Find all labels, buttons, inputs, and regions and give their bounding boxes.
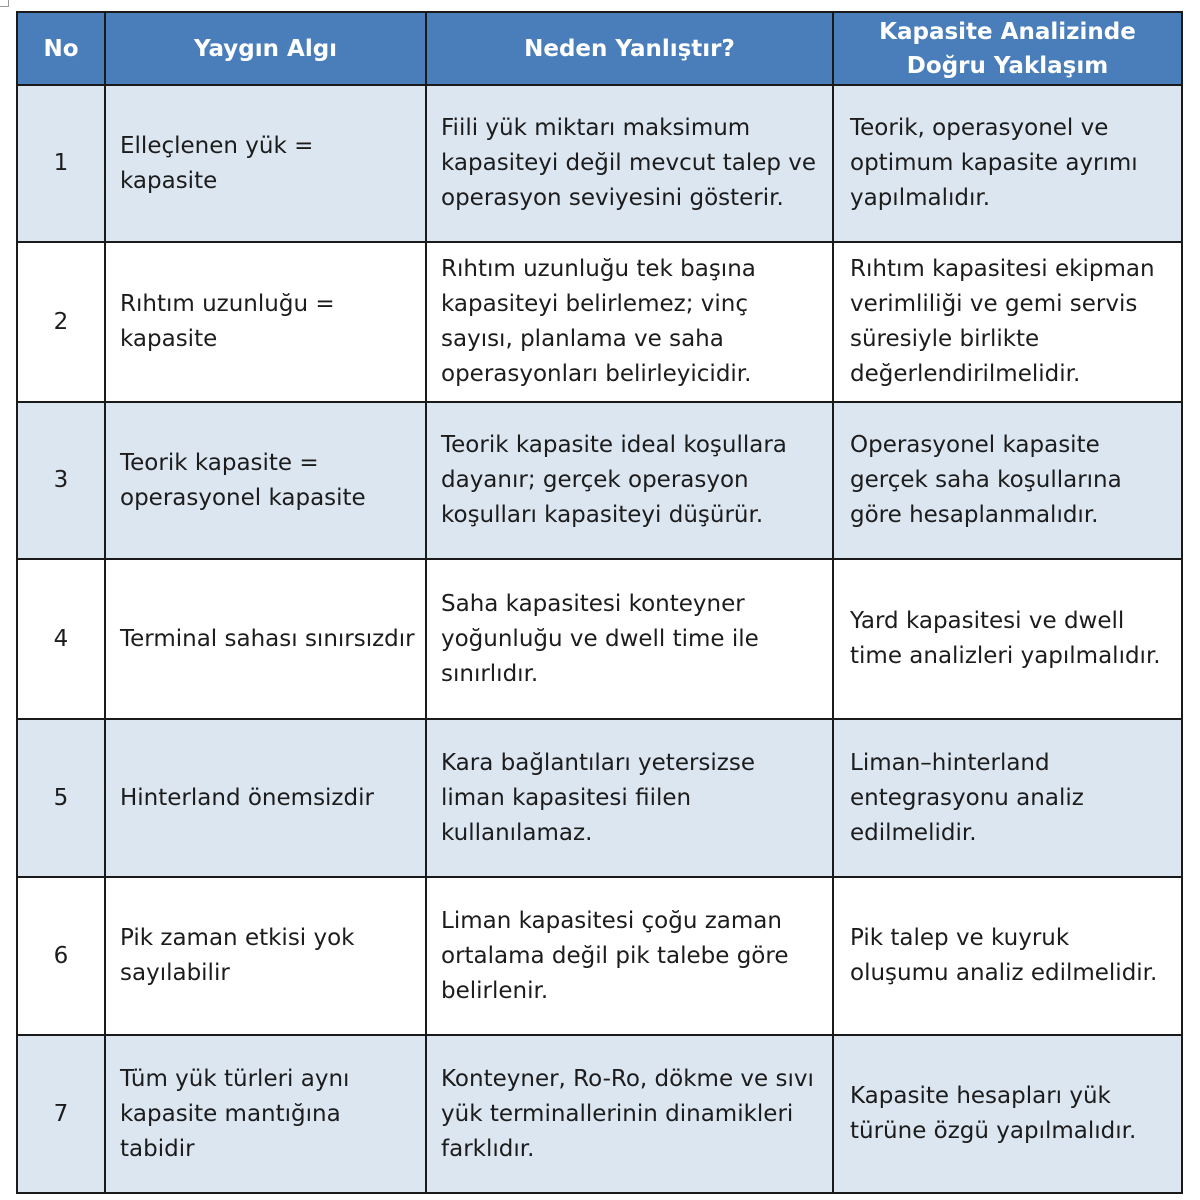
belief-cell: Rıhtım uzunluğu = kapasite	[105, 242, 426, 402]
approach-cell: Pik talep ve kuyruk oluşumu analiz edilmelidir.	[833, 877, 1182, 1035]
why-wrong-cell: Liman kapasitesi çoğu zaman ortalama değil pik talebe göre belirlenir.	[426, 877, 833, 1035]
header-approach: Kapasite Analizinde Doğru Yaklaşım	[833, 12, 1182, 85]
why-wrong-cell: Teorik kapasite ideal koşullara dayanır; gerçek operasyon koşulları kapasiteyi düşürür.	[426, 402, 833, 559]
belief-cell: Hinterland önemsizdir	[105, 719, 426, 877]
why-wrong-cell: Fiili yük miktarı maksimum kapasiteyi değil mevcut talep ve operasyon seviyesini gösterir.	[426, 85, 833, 242]
belief-cell: Elleçlenen yük = kapasite	[105, 85, 426, 242]
why-wrong-cell: Konteyner, Ro-Ro, dökme ve sıvı yük terminallerinin dinamikleri farklıdır.	[426, 1035, 833, 1193]
row-number: 2	[17, 242, 105, 402]
approach-cell: Teorik, operasyonel ve optimum kapasite ayrımı yapılmalıdır.	[833, 85, 1182, 242]
approach-cell: Yard kapasitesi ve dwell time analizleri yapılmalıdır.	[833, 559, 1182, 719]
approach-cell: Rıhtım kapasitesi ekipman verimliliği ve gemi servis süresiyle birlikte değerlendirilmelidir.	[833, 242, 1182, 402]
table-row	[17, 1035, 1182, 1193]
table-row	[17, 402, 1182, 559]
row-number: 4	[17, 559, 105, 719]
misconceptions-table	[16, 11, 1183, 1194]
header-why-wrong: Neden Yanlıştır?	[426, 12, 833, 85]
table-body	[17, 85, 1182, 1193]
why-wrong-cell: Rıhtım uzunluğu tek başına kapasiteyi belirlemez; vinç sayısı, planlama ve saha operasyonları belirleyicidir.	[426, 242, 833, 402]
header-belief: Yaygın Algı	[105, 12, 426, 85]
why-wrong-cell: Saha kapasitesi konteyner yoğunluğu ve dwell time ile sınırlıdır.	[426, 559, 833, 719]
table-row	[17, 559, 1182, 719]
table-header	[17, 12, 1182, 85]
header-no: No	[17, 12, 105, 85]
corner-mark	[0, 0, 9, 7]
row-number: 1	[17, 85, 105, 242]
approach-cell: Liman–hinterland entegrasyonu analiz edilmelidir.	[833, 719, 1182, 877]
approach-cell: Kapasite hesapları yük türüne özgü yapılmalıdır.	[833, 1035, 1182, 1193]
table-row	[17, 242, 1182, 402]
approach-cell: Operasyonel kapasite gerçek saha koşullarına göre hesaplanmalıdır.	[833, 402, 1182, 559]
row-number: 6	[17, 877, 105, 1035]
belief-cell: Pik zaman etkisi yok sayılabilir	[105, 877, 426, 1035]
belief-cell: Terminal sahası sınırsızdır	[105, 559, 426, 719]
table-row	[17, 85, 1182, 242]
belief-cell: Tüm yük türleri aynı kapasite mantığına tabidir	[105, 1035, 426, 1193]
table-row	[17, 877, 1182, 1035]
row-number: 3	[17, 402, 105, 559]
row-number: 7	[17, 1035, 105, 1193]
header-row	[17, 12, 1182, 85]
table-row	[17, 719, 1182, 877]
row-number: 5	[17, 719, 105, 877]
why-wrong-cell: Kara bağlantıları yetersizse liman kapasitesi fiilen kullanılamaz.	[426, 719, 833, 877]
belief-cell: Teorik kapasite = operasyonel kapasite	[105, 402, 426, 559]
